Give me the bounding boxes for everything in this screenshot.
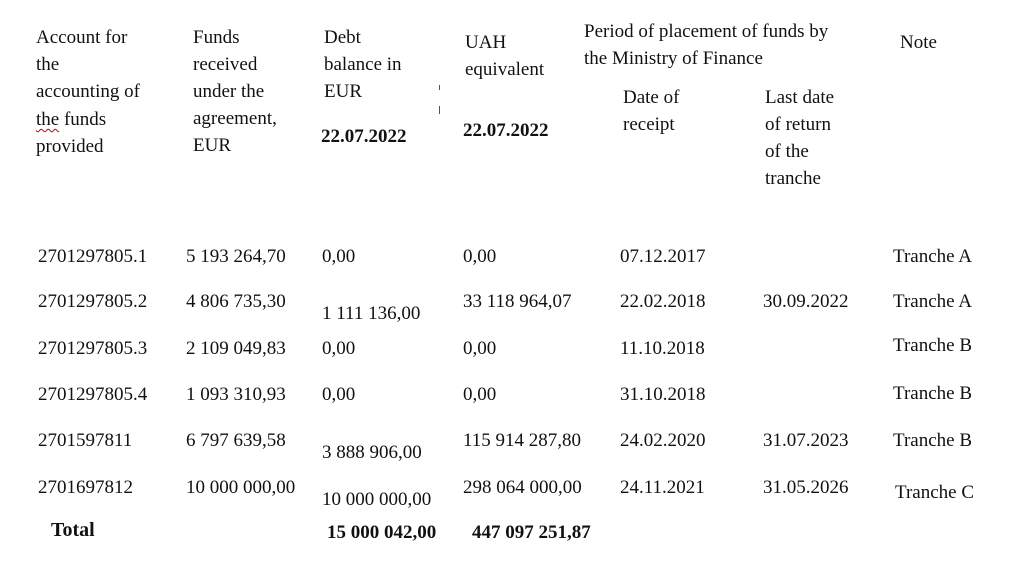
cell-account: 2701697812 bbox=[38, 477, 133, 498]
stray-mark bbox=[439, 106, 440, 114]
cell-funds: 6 797 639,58 bbox=[186, 430, 286, 451]
cell-note: Tranche A bbox=[893, 291, 972, 312]
cell-uah: 0,00 bbox=[463, 384, 497, 405]
header-uah: UAH equivalent bbox=[465, 32, 545, 80]
cell-uah: 298 064 000,00 bbox=[463, 477, 582, 498]
cell-uah: 0,00 bbox=[463, 246, 497, 267]
header-account-line: Account for bbox=[36, 27, 128, 48]
cell-last-date: 31.07.2023 bbox=[763, 430, 849, 451]
cell-receipt-date: 22.02.2018 bbox=[620, 291, 706, 312]
cell-funds: 2 109 049,83 bbox=[186, 338, 286, 359]
cell-debt: 1 111 136,00 bbox=[322, 303, 421, 324]
total-uah: 447 097 251,87 bbox=[472, 522, 591, 543]
cell-debt: 0,00 bbox=[322, 338, 356, 359]
header-account-line-rest: funds bbox=[59, 109, 107, 130]
header-uah-date: 22.07.2022 bbox=[463, 120, 549, 141]
cell-debt: 3 888 906,00 bbox=[322, 442, 422, 463]
cell-receipt-date: 24.02.2020 bbox=[620, 430, 706, 451]
stray-mark bbox=[439, 85, 440, 90]
cell-last-date: 31.05.2026 bbox=[763, 477, 849, 498]
header-debt-date: 22.07.2022 bbox=[321, 126, 407, 147]
cell-account: 2701297805.1 bbox=[38, 246, 148, 267]
cell-account: 2701297805.4 bbox=[38, 384, 148, 405]
cell-uah: 115 914 287,80 bbox=[463, 430, 582, 451]
total-debt: 15 000 042,00 bbox=[327, 522, 437, 543]
cell-uah: 33 118 964,07 bbox=[463, 291, 572, 312]
cell-note: Tranche B bbox=[893, 335, 972, 356]
header-account-line: accounting of bbox=[36, 81, 140, 102]
cell-receipt-date: 24.11.2021 bbox=[620, 477, 705, 498]
cell-funds: 4 806 735,30 bbox=[186, 291, 286, 312]
header-debt: Debt balance in EUR bbox=[324, 27, 402, 102]
cell-note: Tranche B bbox=[893, 383, 972, 404]
header-funds: Funds received under the agreement, EUR bbox=[193, 27, 277, 156]
cell-account: 2701597811 bbox=[38, 430, 133, 451]
header-account-line: the bbox=[36, 54, 60, 75]
cell-note: Tranche A bbox=[893, 246, 972, 267]
header-account-line: provided bbox=[36, 136, 104, 157]
cell-receipt-date: 11.10.2018 bbox=[620, 338, 705, 359]
cell-note: Tranche B bbox=[893, 430, 972, 451]
header-period: Period of placement of funds by the Ministry of Finance bbox=[584, 21, 829, 69]
cell-receipt-date: 07.12.2017 bbox=[620, 246, 706, 267]
cell-funds: 10 000 000,00 bbox=[186, 477, 296, 498]
cell-receipt-date: 31.10.2018 bbox=[620, 384, 706, 405]
header-account-line bbox=[36, 106, 106, 133]
cell-account: 2701297805.3 bbox=[38, 338, 148, 359]
cell-funds: 5 193 264,70 bbox=[186, 246, 286, 267]
total-label: Total bbox=[51, 519, 95, 541]
header-date-of-receipt: Date of receipt bbox=[623, 87, 680, 135]
cell-note: Tranche C bbox=[895, 482, 974, 503]
cell-debt: 0,00 bbox=[322, 384, 356, 405]
cell-account: 2701297805.2 bbox=[38, 291, 148, 312]
header-note: Note bbox=[900, 32, 937, 53]
cell-funds: 1 093 310,93 bbox=[186, 384, 286, 405]
cell-uah: 0,00 bbox=[463, 338, 497, 359]
cell-debt: 0,00 bbox=[322, 246, 356, 267]
cell-last-date: 30.09.2022 bbox=[763, 291, 849, 312]
cell-debt: 10 000 000,00 bbox=[322, 489, 432, 510]
spellcheck-underlined-word: the bbox=[36, 109, 60, 130]
header-last-date: Last date of return of the tranche bbox=[765, 87, 835, 189]
